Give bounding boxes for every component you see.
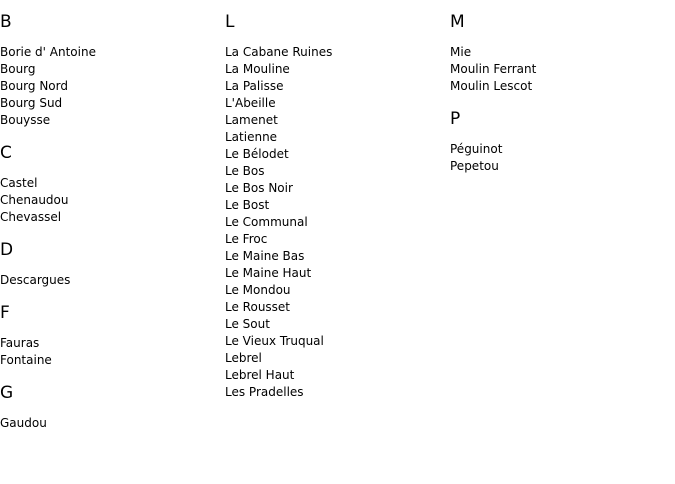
place-link-mie[interactable]: Mie: [450, 45, 472, 59]
list-item: [225, 367, 450, 384]
letter-group-m: [450, 12, 675, 95]
letter-group-p: [450, 109, 675, 175]
place-list: [450, 141, 675, 175]
place-link-le-bost[interactable]: Le Bost: [225, 198, 270, 212]
list-item: [0, 192, 225, 209]
list-item: [0, 78, 225, 95]
list-item: [225, 231, 450, 248]
place-link-fontaine[interactable]: Fontaine: [0, 353, 52, 367]
list-item: [225, 129, 450, 146]
list-item: [450, 141, 675, 158]
place-link-le-rousset[interactable]: Le Rousset: [225, 300, 291, 314]
place-link-gaudou[interactable]: Gaudou: [0, 416, 47, 430]
place-link-le-communal[interactable]: Le Communal: [225, 215, 308, 229]
list-item: [0, 415, 225, 432]
place-link-pepetou[interactable]: Pepetou: [450, 159, 499, 173]
place-link-lebrel-haut[interactable]: Lebrel Haut: [225, 368, 295, 382]
place-list: [450, 44, 675, 95]
place-list: [0, 175, 225, 226]
list-item: [225, 146, 450, 163]
letter-group-f: [0, 303, 225, 369]
list-item: [225, 197, 450, 214]
place-link-le-sout[interactable]: Le Sout: [225, 317, 270, 331]
list-item: [225, 316, 450, 333]
place-link-la-palisse[interactable]: La Palisse: [225, 79, 284, 93]
place-list: [0, 335, 225, 369]
list-item: [0, 352, 225, 369]
place-link-le-vieux-truqual[interactable]: Le Vieux Truqual: [225, 334, 324, 348]
place-link-bourg-sud[interactable]: Bourg Sud: [0, 96, 63, 110]
list-item: [225, 265, 450, 282]
place-link-le-maine-haut[interactable]: Le Maine Haut: [225, 266, 312, 280]
list-item: [0, 175, 225, 192]
list-item: [225, 333, 450, 350]
place-link-chevassel[interactable]: Chevassel: [0, 210, 62, 224]
place-link-moulin-ferrant[interactable]: Moulin Ferrant: [450, 62, 537, 76]
letter-group-b: [0, 12, 225, 129]
place-link-borie-d-antoine[interactable]: Borie d' Antoine: [0, 45, 96, 59]
list-item: [0, 335, 225, 352]
list-item: [0, 95, 225, 112]
place-list: [0, 272, 225, 289]
letter-heading: F: [0, 303, 10, 323]
list-item: [0, 112, 225, 129]
place-link-descargues[interactable]: Descargues: [0, 273, 71, 287]
list-item: [225, 248, 450, 265]
place-link-le-bos-noir[interactable]: Le Bos Noir: [225, 181, 293, 195]
letter-group-g: [0, 383, 225, 432]
index-column-1: [0, 0, 225, 446]
list-item: [225, 44, 450, 61]
list-item: [0, 209, 225, 226]
list-item: [225, 282, 450, 299]
list-item: [0, 272, 225, 289]
list-item: [225, 78, 450, 95]
list-item: [225, 384, 450, 401]
place-link-le-maine-bas[interactable]: Le Maine Bas: [225, 249, 305, 263]
place-link-le-mondou[interactable]: Le Mondou: [225, 283, 291, 297]
list-item: [225, 350, 450, 367]
list-item: [225, 299, 450, 316]
letter-heading: B: [0, 12, 12, 32]
letter-heading: P: [450, 109, 461, 129]
list-item: [0, 44, 225, 61]
letter-heading: M: [450, 12, 465, 32]
place-link-les-pradelles[interactable]: Les Pradelles: [225, 385, 304, 399]
index-column-3: [450, 0, 675, 189]
place-link-bouysse[interactable]: Bouysse: [0, 113, 51, 127]
place-link-bourg[interactable]: Bourg: [0, 62, 36, 76]
list-item: [225, 95, 450, 112]
place-link-latienne[interactable]: Latienne: [225, 130, 278, 144]
place-link-bourg-nord[interactable]: Bourg Nord: [0, 79, 68, 93]
place-link-la-cabane-ruines[interactable]: La Cabane Ruines: [225, 45, 333, 59]
place-list: [0, 415, 225, 432]
place-link-lamenet[interactable]: Lamenet: [225, 113, 278, 127]
letter-heading: L: [225, 12, 235, 32]
list-item: [450, 44, 675, 61]
place-link-le-belodet[interactable]: Le Bélodet: [225, 147, 289, 161]
letter-group-c: [0, 143, 225, 226]
list-item: [225, 112, 450, 129]
list-item: [450, 78, 675, 95]
list-item: [0, 61, 225, 78]
list-item: [225, 180, 450, 197]
list-item: [225, 61, 450, 78]
place-link-castel[interactable]: Castel: [0, 176, 38, 190]
letter-group-l: [225, 12, 450, 401]
letter-heading: D: [0, 240, 14, 260]
letter-group-d: [0, 240, 225, 289]
list-item: [450, 61, 675, 78]
place-link-le-froc[interactable]: Le Froc: [225, 232, 268, 246]
list-item: [450, 158, 675, 175]
list-item: [225, 163, 450, 180]
place-link-l-abeille[interactable]: L'Abeille: [225, 96, 276, 110]
place-link-peguinot[interactable]: Péguinot: [450, 142, 503, 156]
letter-heading: G: [0, 383, 14, 403]
place-link-chenaudou[interactable]: Chenaudou: [0, 193, 69, 207]
letter-heading: C: [0, 143, 12, 163]
list-item: [225, 214, 450, 231]
place-link-la-mouline[interactable]: La Mouline: [225, 62, 290, 76]
place-link-fauras[interactable]: Fauras: [0, 336, 40, 350]
place-link-lebrel[interactable]: Lebrel: [225, 351, 262, 365]
place-link-le-bos[interactable]: Le Bos: [225, 164, 265, 178]
index-column-2: [225, 0, 450, 415]
place-list: [225, 44, 450, 401]
place-list: [0, 44, 225, 129]
place-link-moulin-lescot[interactable]: Moulin Lescot: [450, 79, 533, 93]
